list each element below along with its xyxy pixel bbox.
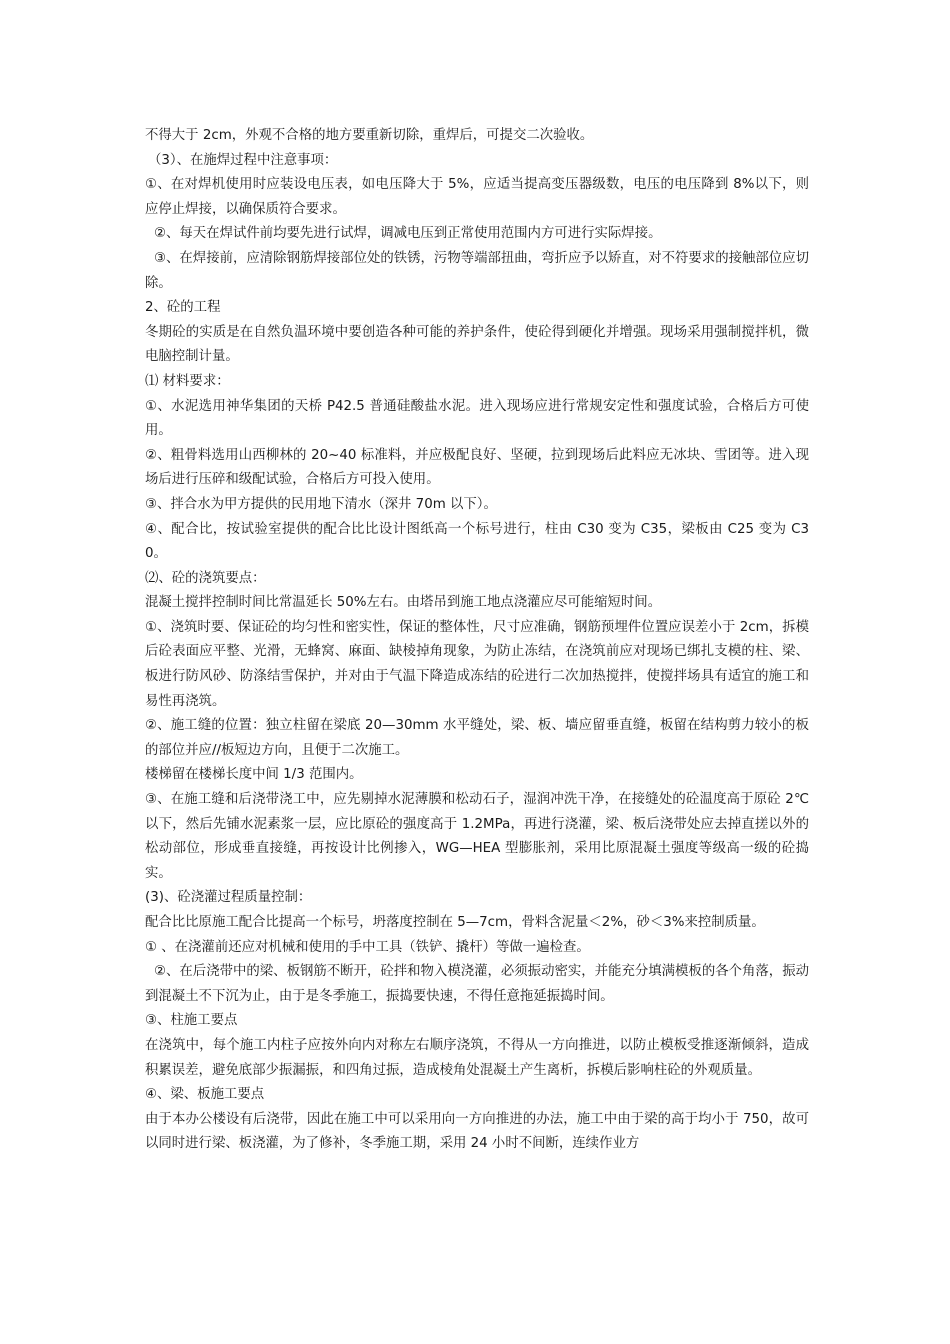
- paragraph-post-pour-strip: ③、在施工缝和后浇带浇工中，应先剔掉水泥薄膜和松动石子，湿润冲洗干净，在接缝处的砼温度高于原砼 2℃以下，然后先铺水泥素浆一层，应比原砼的强度高于 1.2MPa，再进行浇灌，梁、板后浇带处应去掉直搓以外的松动部位，形成垂直接缝，再按设计比例掺入，WG—HEA 型膨胀剂，采用比原混凝土强度等级高一级的砼捣实。: [145, 792, 809, 881]
- paragraph-mixing-water: ③、拌合水为甲方提供的民用地下清水（深井 70m 以下）。: [145, 496, 497, 512]
- heading-pouring-points: ⑵、砼的浇筑要点：: [145, 570, 266, 586]
- heading-quality-control: (3)、砼浇灌过程质量控制：: [145, 890, 312, 906]
- paragraph-beam-slab-pouring: 由于本办公楼设有后浇带，因此在施工中可以采用向一方向推进的办法，施工中由于梁的高于均小于 750，故可以同时进行梁、板浇灌，为了修补，冬季施工期，采用 24 小时不间断，连续作业方: [145, 1111, 809, 1152]
- paragraph-voltmeter: ①、在对焊机使用时应装设电压表，如电压降大于 5%，应适当提高变压器级数，电压的电压降到 8%以下，则应停止焊接，以确保质符合要求。: [145, 177, 809, 217]
- heading-column-points: ③、柱施工要点: [145, 1013, 238, 1029]
- paragraph-coarse-aggregate: ②、粗骨料选用山西柳林的 20~40 标准料，并应极配良好、坚硬，拉到现场后此料应无冰块、雪团等。进入现场后进行压碎和级配试验，合格后方可投入使用。: [145, 447, 809, 488]
- heading-material-requirements: ⑴ 材料要求：: [145, 373, 230, 389]
- paragraph-cement: ①、水泥选用神华集团的天桥 P42.5 普通硅酸盐水泥。进入现场应进行常规安定性和强度试验，合格后方可使用。: [145, 398, 809, 439]
- paragraph-stair-joint: 楼梯留在楼梯长度中间 1/3 范围内。: [145, 767, 363, 783]
- heading-welding-notes: （3）、在施焊过程中注意事项：: [148, 152, 338, 168]
- paragraph-rust-removal: ③、在焊接前，应清除钢筋焊接部位处的铁锈，污物等端部扭曲，弯折应予以矫直，对不符要求的接触部位应切除。: [145, 250, 809, 291]
- document-page: [145, 124, 809, 1157]
- paragraph-vibration: ②、在后浇带中的梁、板钢筋不断开，砼拌和物入模浇灌，必须振动密实，并能充分填满模板的各个角落，振动到混凝土不下沉为止，由于是冬季施工，振捣要快速，不得任意拖延振捣时间。: [145, 964, 809, 1004]
- paragraph-winter-concrete: 冬期砼的实质是在自然负温环境中要创造各种可能的养护条件，使砼得到硬化并增强。现场采用强制搅拌机，微电脑控制计量。: [145, 324, 809, 365]
- paragraph-slump-control: 配合比比原施工配合比提高一个标号，坍落度控制在 5—7cm，骨料含泥量＜2%，砂＜3%来控制质量。: [145, 915, 765, 930]
- heading-beam-slab-points: ④、梁、板施工要点: [145, 1087, 265, 1103]
- paragraph-mix-ratio: ④、配合比，按试验室提供的配合比比设计图纸高一个标号进行，柱由 C30 变为 C35，梁板由 C25 变为 C30。: [145, 521, 809, 562]
- paragraph-mixing-time: 混凝土搅拌控制时间比常温延长 50%左右。由塔吊到施工地点浇灌应尽可能缩短时间。: [145, 595, 662, 611]
- paragraph-column-pouring: 在浇筑中，每个施工内柱子应按外向内对称左右顺序浇筑，不得从一方向推进，以防止模板受推逐渐倾斜，造成积累误差，避免底部少振漏振，和四角过振，造成棱角处混凝土产生离析，拆模后影响柱砼的外观质量。: [145, 1037, 809, 1078]
- paragraph-construction-joints: ②、施工缝的位置：独立柱留在梁底 20—30mm 水平缝处，梁、板、墙应留垂直缝，板留在结构剪力较小的板的部位并应//板短边方向，且便于二次施工。: [145, 718, 809, 758]
- paragraph-weld-length: 不得大于 2cm，外观不合格的地方要重新切除，重焊后，可提交二次验收。: [145, 128, 594, 143]
- paragraph-trial-weld: ②、每天在焊试件前均要先进行试焊，调减电压到正常使用范围内方可进行实际焊接。: [154, 226, 662, 242]
- heading-concrete-works: 2、砼的工程: [145, 300, 221, 316]
- paragraph-pouring-uniformity: ①、浇筑时要、保证砼的均匀性和密实性，保证的整体性，尺寸应准确，钢筋预埋件位置应误差小于 2cm，拆模后砼表面应平整、光滑，无蜂窝、麻面、缺棱掉角现象，为防止冻结，在浇筑前应对现场已绑扎支模的柱、梁、板进行防风砂、防涤结雪保护，并对由于气温下降造成冻结的砼进行二次加热搅拌，使搅拌场具有适宜的施工和易性再浇筑。: [145, 619, 809, 709]
- paragraph-tool-check: ① 、在浇灌前还应对机械和使用的手中工具（铁铲、撬杆）等做一遍检查。: [145, 939, 590, 955]
